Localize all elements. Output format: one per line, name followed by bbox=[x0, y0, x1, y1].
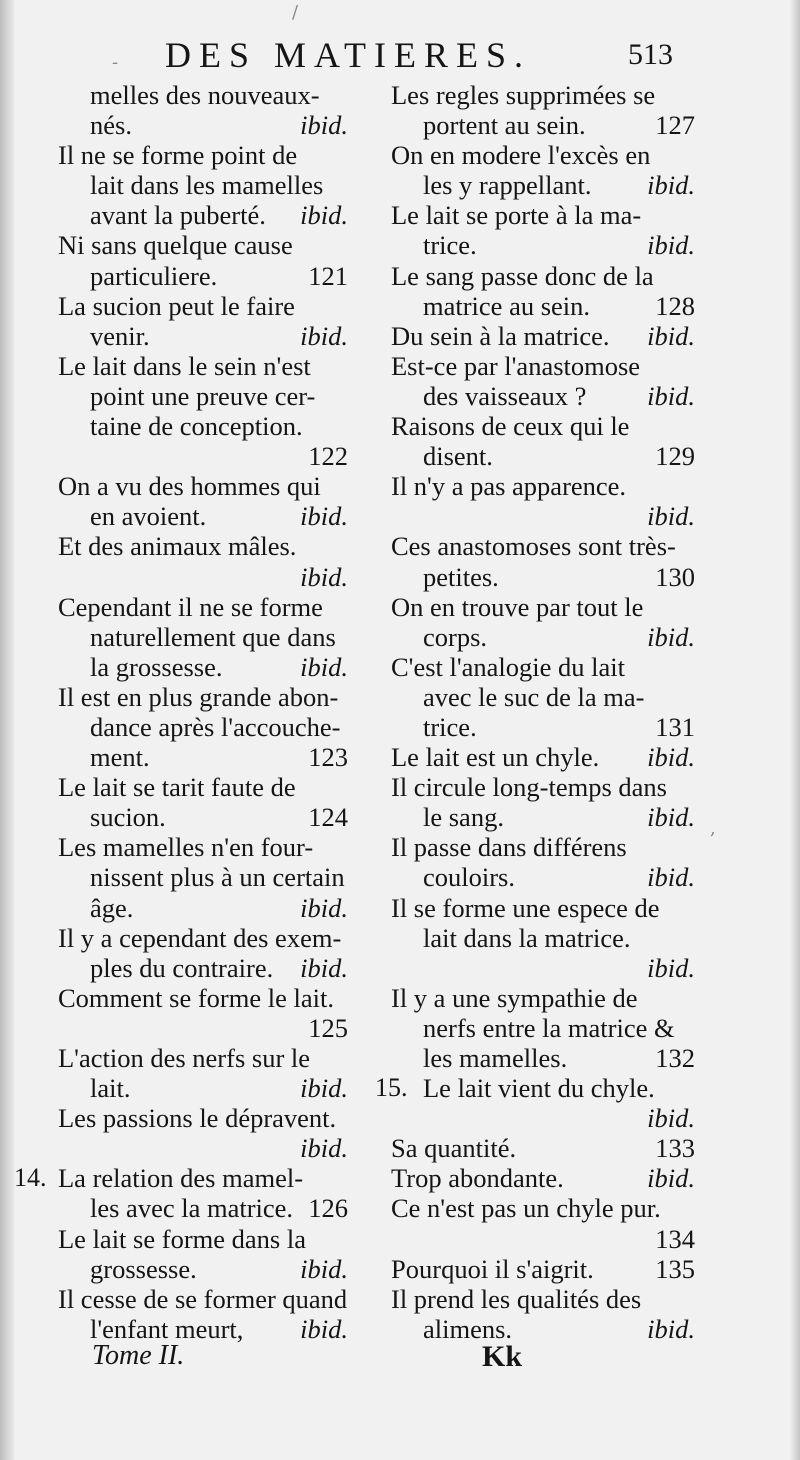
entry-line bbox=[50, 1284, 348, 1314]
index-entry bbox=[383, 351, 695, 411]
index-entry bbox=[50, 983, 348, 1043]
page-edge-shadow bbox=[790, 0, 800, 1460]
index-entry bbox=[383, 531, 695, 591]
entry-text: les mamelles. bbox=[423, 1043, 568, 1073]
entry-text: naturellement que dans bbox=[90, 621, 336, 652]
entry-line bbox=[383, 441, 695, 471]
page-reference: ibid. bbox=[300, 1133, 348, 1164]
entry-line bbox=[50, 592, 348, 622]
entry-line bbox=[383, 742, 695, 772]
entry-line bbox=[383, 562, 695, 592]
entry-line bbox=[50, 501, 348, 531]
entry-text: Le lait se forme dans la bbox=[58, 1223, 306, 1254]
entry-text: lait dans la matrice. bbox=[423, 922, 631, 953]
page-reference: ibid. bbox=[300, 110, 348, 141]
index-entry bbox=[50, 531, 348, 591]
entry-line bbox=[50, 622, 348, 652]
page-reference: ibid. bbox=[300, 501, 348, 532]
entry-line bbox=[383, 291, 695, 321]
entry-text: On en modere l'excès en bbox=[391, 140, 651, 171]
page-reference: 123 bbox=[308, 742, 348, 773]
entry-line bbox=[50, 802, 348, 832]
entry-text: nissent plus à un certain bbox=[90, 862, 345, 893]
entry-text: On a vu des hommes qui bbox=[58, 471, 321, 502]
entry-line bbox=[50, 291, 348, 321]
page-reference: ibid. bbox=[647, 1163, 695, 1194]
page-reference: ibid. bbox=[647, 320, 695, 351]
entry-line bbox=[383, 592, 695, 622]
entry-line bbox=[50, 531, 348, 561]
page-reference: ibid. bbox=[647, 952, 695, 983]
index-entry bbox=[383, 321, 695, 351]
index-entry bbox=[383, 1193, 695, 1253]
entry-text: âge. bbox=[90, 892, 134, 923]
page-reference: 133 bbox=[655, 1133, 695, 1164]
entry-text: Les regles supprimées se bbox=[391, 80, 656, 110]
entry-line bbox=[383, 1073, 695, 1103]
entry-text: Ni sans quelque cause bbox=[58, 230, 293, 261]
entry-line bbox=[50, 321, 348, 351]
entry-line bbox=[383, 471, 695, 501]
entry-text: Raisons de ceux qui le bbox=[391, 411, 630, 442]
entry-text: Le lait se tarit faute de bbox=[58, 772, 296, 803]
entry-text: Il est en plus grande abon- bbox=[58, 681, 339, 712]
index-entry bbox=[50, 772, 348, 832]
index-entry bbox=[383, 140, 695, 200]
entry-text: Il y a une sympathie de bbox=[391, 982, 638, 1013]
scan-artifact: , bbox=[710, 818, 716, 839]
entry-text: Il n'y a pas apparence. bbox=[391, 471, 627, 502]
entry-line bbox=[50, 471, 348, 501]
index-entry bbox=[383, 80, 695, 140]
entry-line bbox=[50, 140, 348, 170]
entry-text: les y rappellant. bbox=[423, 170, 592, 201]
page-reference: 127 bbox=[655, 110, 695, 141]
page-reference: ibid. bbox=[300, 1073, 348, 1104]
entry-line bbox=[50, 1103, 348, 1133]
entry-line bbox=[383, 772, 695, 802]
index-entry bbox=[383, 1254, 695, 1284]
page-reference: ibid. bbox=[647, 862, 695, 893]
entry-text: Pourquoi il s'aigrit. bbox=[391, 1253, 594, 1284]
entry-line bbox=[50, 953, 348, 983]
entry-line bbox=[50, 772, 348, 802]
entry-line bbox=[383, 261, 695, 291]
entry-line bbox=[50, 742, 348, 772]
entry-text: avec le suc de la ma- bbox=[423, 681, 645, 712]
page-reference: ibid. bbox=[647, 501, 695, 532]
page-reference: 134 bbox=[655, 1223, 695, 1254]
header-title: DES MATIERES. bbox=[165, 35, 532, 75]
entry-line bbox=[383, 1224, 695, 1254]
index-entry bbox=[383, 652, 695, 742]
entry-line bbox=[50, 200, 348, 230]
entry-line bbox=[383, 531, 695, 561]
page-reference: ibid. bbox=[647, 802, 695, 833]
entry-text: sucion. bbox=[90, 802, 166, 833]
index-entry bbox=[50, 351, 348, 471]
entry-text: trice. bbox=[423, 711, 477, 742]
entry-text: Ce n'est pas un chyle pur. bbox=[391, 1193, 661, 1224]
entry-text: Comment se forme le lait. bbox=[58, 982, 334, 1013]
entry-text: nés. bbox=[90, 110, 132, 141]
entry-text: corps. bbox=[423, 621, 488, 652]
entry-text: en avoient. bbox=[90, 501, 207, 532]
index-entry bbox=[383, 742, 695, 772]
entry-text: Cependant il ne se forme bbox=[58, 591, 323, 622]
page-reference: 128 bbox=[655, 290, 695, 321]
entry-line bbox=[383, 230, 695, 260]
entry-line bbox=[50, 1133, 348, 1163]
entry-text: Il passe dans différens bbox=[391, 832, 627, 863]
entry-line bbox=[383, 1254, 695, 1284]
index-entry bbox=[50, 471, 348, 531]
page-edge-shadow bbox=[0, 0, 14, 1460]
index-column-left bbox=[14, 80, 348, 1344]
page-reference: 125 bbox=[308, 1012, 348, 1043]
entry-text: Du sein à la matrice. bbox=[391, 320, 610, 351]
entry-line bbox=[50, 1043, 348, 1073]
entry-text: Il circule long-temps dans bbox=[391, 772, 667, 803]
page-reference: 132 bbox=[655, 1043, 695, 1073]
entry-text: ment. bbox=[90, 742, 150, 773]
entry-text: nerfs entre la matrice & bbox=[423, 1012, 675, 1043]
index-entry bbox=[383, 1163, 695, 1193]
page-reference: ibid. bbox=[647, 230, 695, 261]
entry-text: Le sang passe donc de la bbox=[391, 260, 654, 291]
page-reference: 121 bbox=[308, 260, 348, 291]
index-entry bbox=[50, 832, 348, 922]
entry-line bbox=[50, 1254, 348, 1284]
entry-line bbox=[383, 140, 695, 170]
index-entry bbox=[383, 261, 695, 321]
entry-text: L'action des nerfs sur le bbox=[58, 1043, 311, 1073]
entry-text: trice. bbox=[423, 230, 477, 261]
entry-text: des vaisseaux ? bbox=[423, 380, 587, 411]
entry-text: les avec la matrice. bbox=[90, 1193, 294, 1224]
entry-text: avant la puberté. bbox=[90, 200, 266, 231]
entry-line bbox=[383, 501, 695, 531]
entry-line bbox=[50, 652, 348, 682]
entry-line bbox=[50, 1224, 348, 1254]
entry-line bbox=[383, 110, 695, 140]
entry-line bbox=[50, 261, 348, 291]
entry-text: alimens. bbox=[423, 1313, 513, 1344]
entry-line bbox=[383, 1103, 695, 1133]
index-entry bbox=[383, 772, 695, 832]
entry-text: On en trouve par tout le bbox=[391, 591, 644, 622]
index-entry bbox=[383, 411, 695, 471]
running-header bbox=[0, 34, 800, 84]
entry-line bbox=[383, 351, 695, 381]
entry-line bbox=[383, 923, 695, 953]
entry-text: couloirs. bbox=[423, 862, 515, 893]
page-reference: 131 bbox=[655, 711, 695, 742]
entry-line bbox=[383, 1193, 695, 1223]
entry-line bbox=[383, 1284, 695, 1314]
entry-text: Le lait se porte à la ma- bbox=[391, 200, 642, 231]
entry-text: Et des animaux mâles. bbox=[58, 531, 297, 562]
page-reference: ibid. bbox=[300, 651, 348, 682]
entry-text: Le lait est un chyle. bbox=[391, 742, 600, 773]
entry-text: disent. bbox=[423, 441, 493, 472]
section-number: 14. bbox=[14, 1163, 47, 1193]
index-entry bbox=[50, 923, 348, 983]
entry-line bbox=[383, 652, 695, 682]
index-entry bbox=[383, 592, 695, 652]
index-entry bbox=[383, 1284, 695, 1344]
signature-mark: Kk bbox=[482, 1340, 523, 1373]
entry-text: point une preuve cer- bbox=[90, 380, 316, 411]
entry-line bbox=[50, 80, 348, 110]
entry-line bbox=[50, 1073, 348, 1103]
entry-line bbox=[383, 622, 695, 652]
page-reference: 129 bbox=[655, 441, 695, 472]
entry-text: le sang. bbox=[423, 802, 504, 833]
entry-line bbox=[50, 712, 348, 742]
entry-line bbox=[383, 893, 695, 923]
entry-line bbox=[383, 411, 695, 441]
entry-text: lait. bbox=[90, 1073, 131, 1104]
entry-text: Il y a cependant des exem- bbox=[58, 922, 342, 953]
index-entry bbox=[50, 230, 348, 290]
page-reference: 126 bbox=[308, 1193, 348, 1224]
entry-line bbox=[383, 200, 695, 230]
entry-text: La sucion peut le faire bbox=[58, 290, 295, 321]
page-reference: ibid. bbox=[300, 561, 348, 592]
index-entry bbox=[50, 110, 348, 140]
entry-line bbox=[383, 802, 695, 832]
entry-text: dance après l'accouche- bbox=[90, 711, 341, 742]
page-footer bbox=[0, 1340, 800, 1380]
page-reference: ibid. bbox=[647, 380, 695, 411]
index-column-right bbox=[375, 80, 695, 1344]
scan-artifact: - bbox=[112, 52, 119, 73]
entry-line bbox=[383, 712, 695, 742]
index-entry bbox=[383, 832, 695, 892]
entry-line bbox=[50, 983, 348, 1013]
entry-line bbox=[50, 381, 348, 411]
entry-text: taine de conception. bbox=[90, 411, 303, 442]
entry-text: C'est l'analogie du lait bbox=[391, 651, 626, 682]
page-reference: ibid. bbox=[647, 1103, 695, 1134]
index-entry bbox=[383, 983, 695, 1073]
entry-line bbox=[383, 1013, 695, 1043]
index-entry bbox=[50, 291, 348, 351]
page-reference: ibid. bbox=[300, 892, 348, 923]
page-reference: ibid. bbox=[300, 1253, 348, 1284]
page-reference: ibid. bbox=[300, 320, 348, 351]
entry-text: Le lait vient du chyle. bbox=[423, 1073, 655, 1104]
index-entry bbox=[383, 471, 695, 531]
index-entry bbox=[383, 1133, 695, 1163]
entry-text: lait dans les mamelles bbox=[90, 170, 324, 201]
entry-line bbox=[383, 862, 695, 892]
entry-text: petites. bbox=[423, 561, 499, 592]
index-entry bbox=[50, 682, 348, 772]
entry-text: Les passions le dépravent. bbox=[58, 1103, 337, 1134]
entry-text: Le lait dans le sein n'est bbox=[58, 350, 311, 381]
entry-text: Il cesse de se former quand bbox=[58, 1283, 348, 1314]
entry-line bbox=[50, 923, 348, 953]
entry-line bbox=[50, 682, 348, 712]
entry-text: l'enfant meurt, bbox=[90, 1313, 244, 1344]
entry-text: portent au sein. bbox=[423, 110, 586, 141]
entry-text: matrice au sein. bbox=[423, 290, 591, 321]
entry-line bbox=[383, 682, 695, 712]
entry-line bbox=[50, 562, 348, 592]
index-entry bbox=[50, 140, 348, 230]
entry-line bbox=[50, 170, 348, 200]
entry-line bbox=[383, 170, 695, 200]
page-reference: ibid. bbox=[647, 170, 695, 201]
page-reference: ibid. bbox=[300, 952, 348, 983]
entry-line bbox=[383, 1163, 695, 1193]
page-reference: ibid. bbox=[647, 1313, 695, 1344]
entry-text: melles des nouveaux- bbox=[90, 80, 320, 110]
entry-line bbox=[50, 1013, 348, 1043]
entry-text: La relation des mamel- bbox=[58, 1163, 304, 1194]
page-reference: 124 bbox=[308, 802, 348, 833]
entry-line bbox=[50, 351, 348, 381]
page-reference: 122 bbox=[308, 441, 348, 472]
entry-line bbox=[50, 1193, 348, 1223]
entry-line bbox=[50, 230, 348, 260]
index-entry bbox=[50, 592, 348, 682]
entry-text: Ces anastomoses sont très- bbox=[391, 531, 676, 562]
page-reference: ibid. bbox=[647, 742, 695, 773]
entry-line bbox=[383, 381, 695, 411]
page-reference: ibid. bbox=[300, 200, 348, 231]
entry-line bbox=[50, 832, 348, 862]
entry-line bbox=[50, 1163, 348, 1193]
entry-line bbox=[50, 441, 348, 471]
entry-line bbox=[383, 1043, 695, 1073]
volume-label: Tome II. bbox=[92, 1340, 185, 1371]
entry-line bbox=[383, 832, 695, 862]
entry-text: la grossesse. bbox=[90, 651, 223, 682]
entry-text: particuliere. bbox=[90, 260, 218, 291]
index-entry bbox=[383, 200, 695, 260]
page-reference: 130 bbox=[655, 561, 695, 592]
entry-text: Est-ce par l'anastomose bbox=[391, 350, 641, 381]
entry-line bbox=[383, 1133, 695, 1163]
entry-line bbox=[50, 110, 348, 140]
entry-line bbox=[50, 862, 348, 892]
entry-text: Il se forme une espece de bbox=[391, 892, 660, 923]
entry-text: Il ne se forme point de bbox=[58, 140, 298, 171]
entry-text: grossesse. bbox=[90, 1253, 197, 1284]
page-reference: ibid. bbox=[300, 1313, 348, 1344]
index-entry bbox=[383, 893, 695, 983]
entry-line bbox=[50, 893, 348, 923]
entry-line bbox=[383, 321, 695, 351]
entry-text: ples du contraire. bbox=[90, 952, 274, 983]
scan-artifact: / bbox=[292, 2, 299, 23]
entry-text: Il prend les qualités des bbox=[391, 1283, 642, 1314]
index-entry bbox=[375, 1073, 695, 1134]
entry-text: Les mamelles n'en four- bbox=[58, 832, 314, 863]
section-number: 15. bbox=[375, 1073, 408, 1103]
index-entry bbox=[14, 1163, 348, 1224]
page-number: 513 bbox=[628, 38, 673, 71]
index-entry bbox=[50, 1284, 348, 1344]
index-entry bbox=[50, 1224, 348, 1284]
entry-line bbox=[383, 80, 695, 110]
entry-text: venir. bbox=[90, 320, 150, 351]
index-entry bbox=[50, 80, 348, 110]
index-entry bbox=[50, 1043, 348, 1103]
page-reference: 135 bbox=[655, 1253, 695, 1284]
entry-text: Sa quantité. bbox=[391, 1133, 517, 1164]
entry-text: Trop abondante. bbox=[391, 1163, 564, 1194]
entry-line bbox=[50, 411, 348, 441]
entry-line bbox=[383, 953, 695, 983]
page-reference: ibid. bbox=[647, 621, 695, 652]
index-entry bbox=[50, 1103, 348, 1163]
entry-line bbox=[383, 983, 695, 1013]
